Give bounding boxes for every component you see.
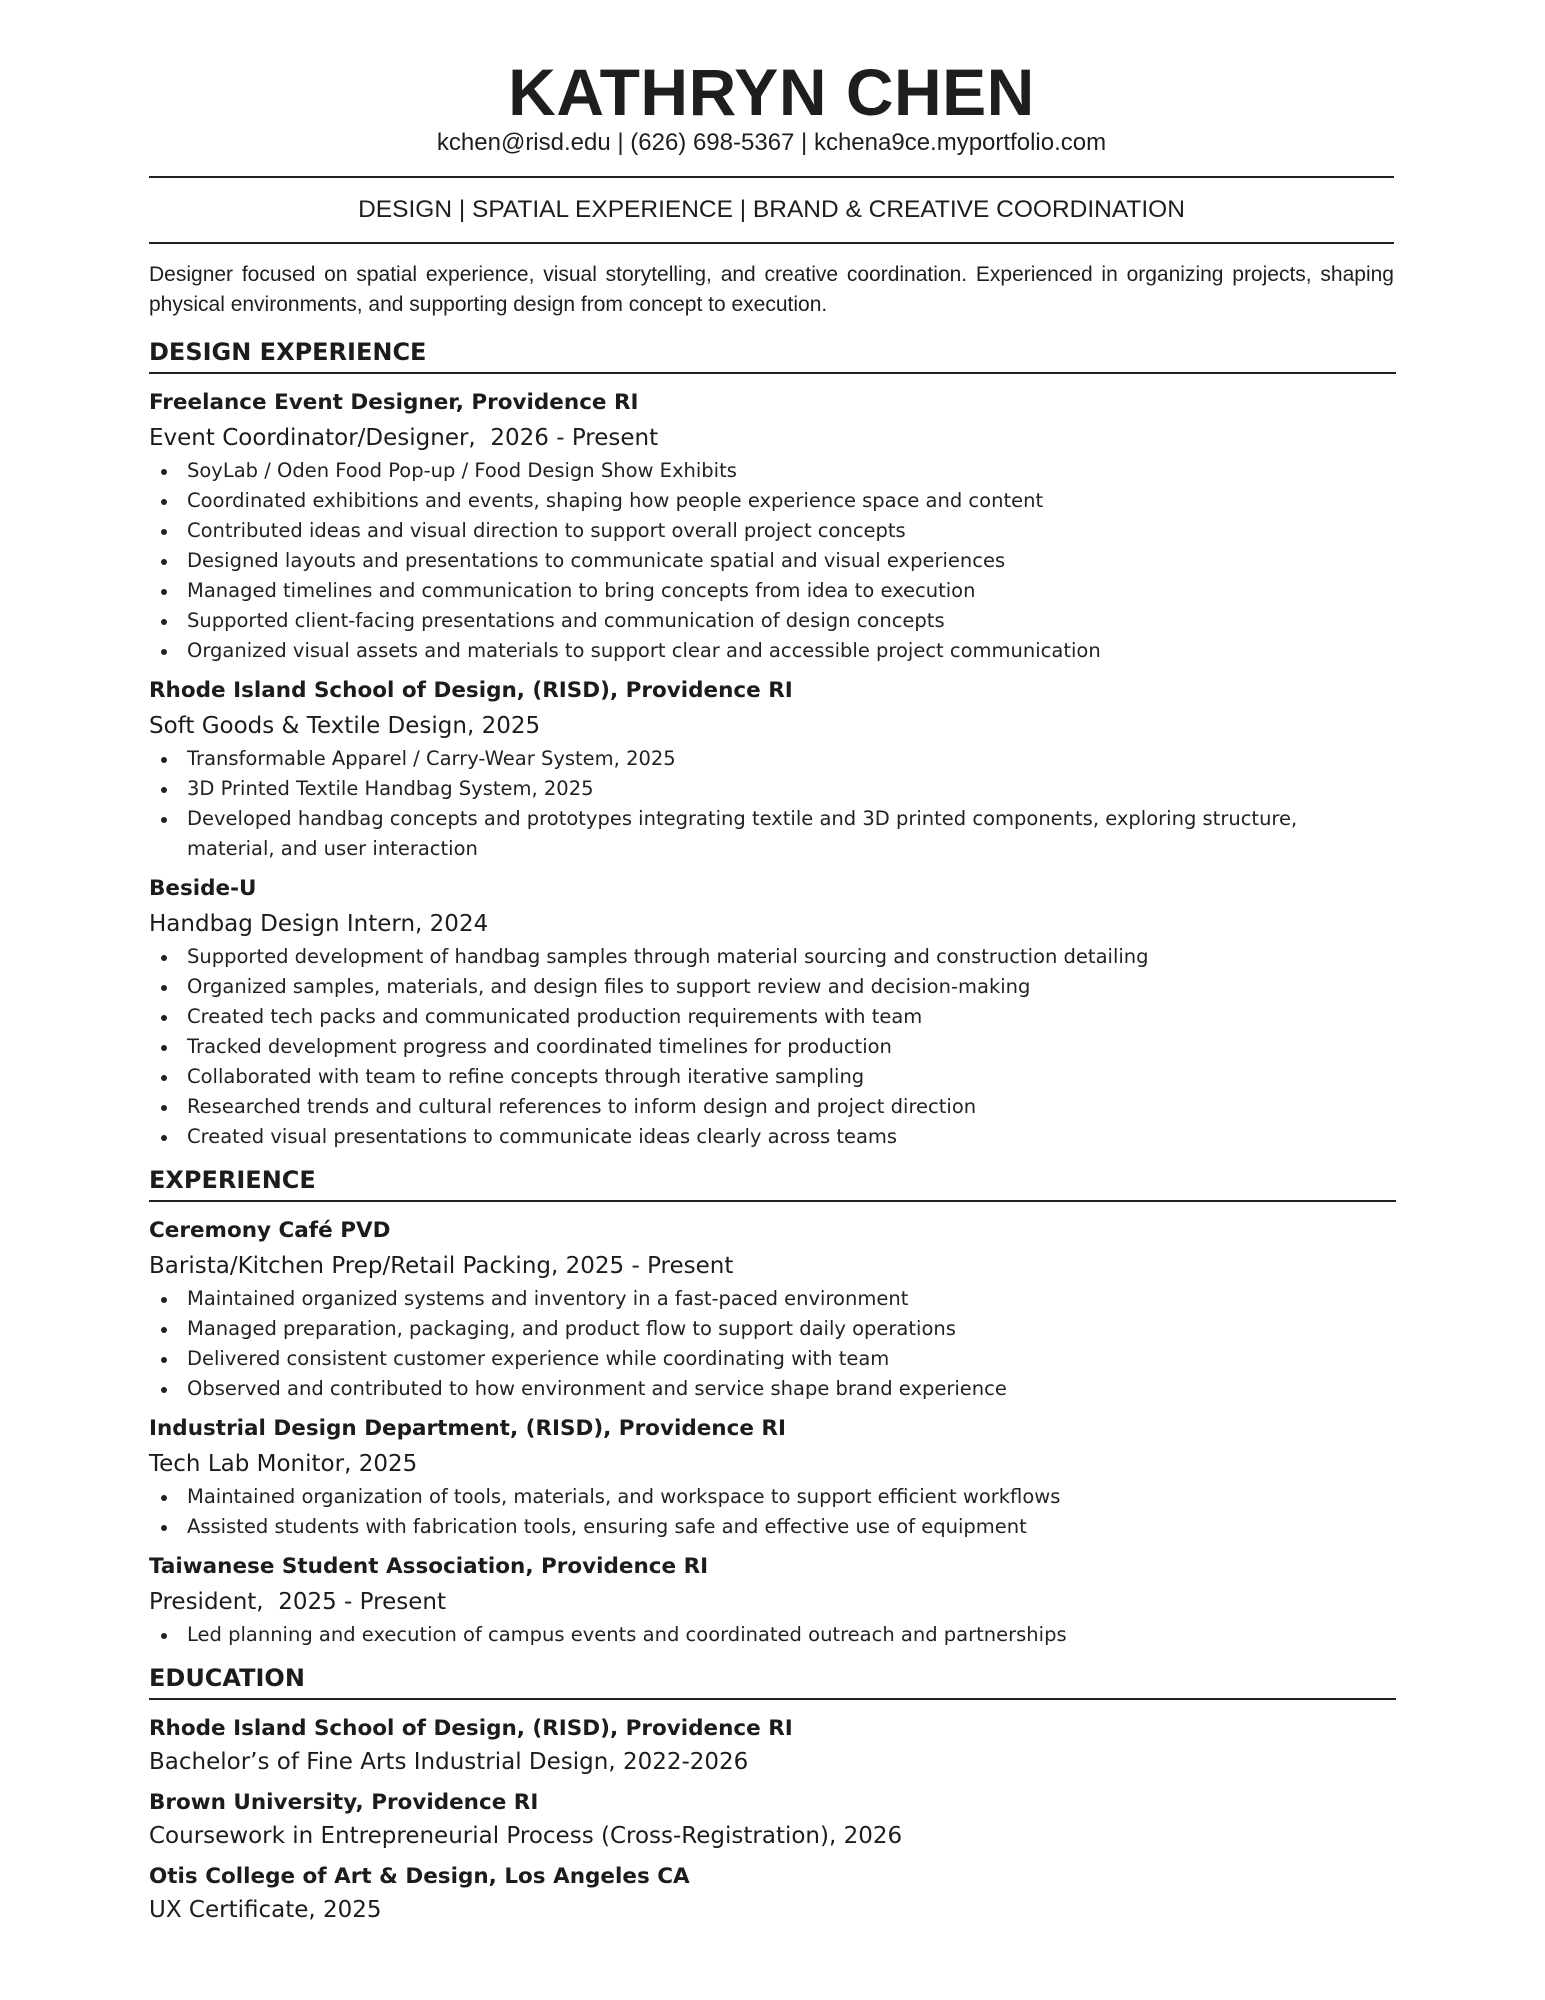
job-organization: Beside-U: [149, 876, 257, 901]
bullet-item: [149, 1374, 1337, 1404]
job-role: Barista/Kitchen Prep/Retail Packing, 2025 - Present: [149, 1253, 734, 1279]
bullet-text: Researched trends and cultural references to inform design and project direction: [187, 1095, 977, 1118]
bullet-dot-icon: [161, 1297, 167, 1303]
job-role: President, 2025 - Present: [149, 1589, 446, 1615]
school-name: Rhode Island School of Design, (RISD), Providence RI: [149, 1716, 793, 1741]
header-divider-bottom: [149, 242, 1394, 244]
bullet-item: [149, 606, 1337, 636]
bullet-dot-icon: [161, 1105, 167, 1111]
header-divider-top: [149, 176, 1394, 178]
bullet-text: Assisted students with fabrication tools, ensuring safe and effective use of equipment: [187, 1515, 1027, 1538]
bullet-text: Organized samples, materials, and design files to support review and decision-making: [187, 975, 1031, 998]
section-divider: [149, 372, 1396, 374]
bullet-text: Collaborated with team to refine concepts through iterative sampling: [187, 1065, 865, 1088]
section-experience: [149, 1162, 1399, 1650]
bullet-dot-icon: [161, 649, 167, 655]
bullet-text: Supported client-facing presentations and communication of design concepts: [187, 609, 945, 632]
bullet-dot-icon: [161, 559, 167, 565]
job-entry: [149, 388, 1399, 666]
bullet-item: [149, 774, 1337, 804]
bullet-text: Maintained organized systems and inventory in a fast-paced environment: [187, 1287, 909, 1310]
job-role: Soft Goods & Textile Design, 2025: [149, 713, 541, 739]
job-bullets: [149, 456, 1399, 666]
education-entry: [149, 1862, 1399, 1928]
degree-detail: Bachelor’s of Fine Arts Industrial Design, 2022-2026: [149, 1749, 749, 1775]
bullet-text: Maintained organization of tools, materials, and workspace to support efficient workflows: [187, 1485, 1061, 1508]
summary-paragraph: Designer focused on spatial experience, visual storytelling, and creative coordination. Experienced in organizing projects, shaping physical environments, and supporting design from concept to execution.: [149, 263, 1394, 316]
job-bullets: [149, 744, 1399, 864]
tagline: DESIGN | SPATIAL EXPERIENCE | BRAND & CREATIVE COORDINATION: [358, 196, 1185, 223]
bullet-dot-icon: [161, 1525, 167, 1531]
bullet-item: [149, 1284, 1337, 1314]
bullet-text: Managed timelines and communication to bring concepts from idea to execution: [187, 579, 976, 602]
bullet-text: Organized visual assets and materials to support clear and accessible project communication: [187, 639, 1101, 662]
bullet-dot-icon: [161, 1135, 167, 1141]
bullet-item: [149, 1482, 1337, 1512]
school-name: Otis College of Art & Design, Los Angeles CA: [149, 1864, 690, 1889]
education-entry: [149, 1714, 1399, 1780]
bullet-text: Coordinated exhibitions and events, shaping how people experience space and content: [187, 489, 1044, 512]
bullet-item: [149, 456, 1337, 486]
bullet-dot-icon: [161, 985, 167, 991]
bullet-text: Delivered consistent customer experience while coordinating with team: [187, 1347, 890, 1370]
bullet-text: Managed preparation, packaging, and product flow to support daily operations: [187, 1317, 956, 1340]
job-role: Handbag Design Intern, 2024: [149, 911, 489, 937]
job-role: Event Coordinator/Designer, 2026 - Present: [149, 425, 659, 451]
bullet-text: Tracked development progress and coordinated timelines for production: [187, 1035, 892, 1058]
bullet-item: [149, 744, 1337, 774]
bullet-dot-icon: [161, 619, 167, 625]
bullet-dot-icon: [161, 589, 167, 595]
degree-detail: UX Certificate, 2025: [149, 1897, 382, 1923]
bullet-text: Observed and contributed to how environment and service shape brand experience: [187, 1377, 1007, 1400]
bullet-item: [149, 942, 1337, 972]
school-name: Brown University, Providence RI: [149, 1790, 539, 1815]
bullet-dot-icon: [161, 1357, 167, 1363]
bullet-dot-icon: [161, 1045, 167, 1051]
education-entry: [149, 1788, 1399, 1854]
bullet-item: [149, 1512, 1337, 1542]
bullet-dot-icon: [161, 757, 167, 763]
bullet-item: [149, 1062, 1337, 1092]
bullet-dot-icon: [161, 1015, 167, 1021]
bullet-text: Developed handbag concepts and prototypes integrating textile and 3D printed components, exploring structure, material, and user interaction: [187, 807, 1298, 860]
bullet-item: [149, 1032, 1337, 1062]
job-bullets: [149, 1620, 1399, 1650]
job-role: Tech Lab Monitor, 2025: [149, 1451, 418, 1477]
job-entry: [149, 874, 1399, 1152]
job-entry: [149, 1216, 1399, 1404]
section-education: [149, 1660, 1399, 1928]
candidate-name: KATHRYN CHEN: [508, 55, 1035, 129]
section-title: EDUCATION: [149, 1664, 305, 1692]
section-design-experience: [149, 334, 1399, 1152]
job-organization: Ceremony Café PVD: [149, 1218, 391, 1243]
bullet-item: [149, 804, 1337, 864]
job-organization: Rhode Island School of Design, (RISD), Providence RI: [149, 678, 793, 703]
section-divider: [149, 1698, 1396, 1700]
bullet-text: 3D Printed Textile Handbag System, 2025: [187, 777, 594, 800]
bullet-dot-icon: [161, 529, 167, 535]
bullet-text: Supported development of handbag samples through material sourcing and construction detailing: [187, 945, 1149, 968]
bullet-dot-icon: [161, 1387, 167, 1393]
bullet-dot-icon: [161, 955, 167, 961]
bullet-text: SoyLab / Oden Food Pop-up / Food Design Show Exhibits: [187, 459, 737, 482]
job-bullets: [149, 942, 1399, 1152]
bullet-dot-icon: [161, 787, 167, 793]
bullet-dot-icon: [161, 1075, 167, 1081]
bullet-item: [149, 1002, 1337, 1032]
job-entry: [149, 676, 1399, 864]
job-bullets: [149, 1284, 1399, 1404]
bullet-dot-icon: [161, 1327, 167, 1333]
bullet-text: Contributed ideas and visual direction to support overall project concepts: [187, 519, 906, 542]
degree-detail: Coursework in Entrepreneurial Process (Cross-Registration), 2026: [149, 1823, 903, 1849]
bullet-item: [149, 516, 1337, 546]
job-organization: Freelance Event Designer, Providence RI: [149, 390, 639, 415]
job-organization: Industrial Design Department, (RISD), Providence RI: [149, 1416, 786, 1441]
bullet-item: [149, 576, 1337, 606]
bullet-item: [149, 1314, 1337, 1344]
bullet-text: Created tech packs and communicated production requirements with team: [187, 1005, 923, 1028]
job-bullets: [149, 1482, 1399, 1542]
resume-body: [149, 334, 1399, 1936]
bullet-text: Designed layouts and presentations to communicate spatial and visual experiences: [187, 549, 1006, 572]
bullet-dot-icon: [161, 817, 167, 823]
contact-line: kchen@risd.edu | (626) 698-5367 | kchena9ce.myportfolio.com: [436, 129, 1107, 156]
job-organization: Taiwanese Student Association, Providence RI: [149, 1554, 709, 1579]
bullet-dot-icon: [161, 1633, 167, 1639]
bullet-dot-icon: [161, 1495, 167, 1501]
bullet-item: [149, 972, 1337, 1002]
bullet-item: [149, 1620, 1337, 1650]
section-divider: [149, 1200, 1396, 1202]
job-entry: [149, 1552, 1399, 1650]
bullet-item: [149, 1344, 1337, 1374]
bullet-item: [149, 546, 1337, 576]
bullet-text: Led planning and execution of campus events and coordinated outreach and partnerships: [187, 1623, 1067, 1646]
bullet-item: [149, 1122, 1337, 1152]
job-entry: [149, 1414, 1399, 1542]
bullet-dot-icon: [161, 469, 167, 475]
bullet-item: [149, 636, 1337, 666]
section-title: EXPERIENCE: [149, 1166, 316, 1194]
bullet-item: [149, 1092, 1337, 1122]
section-title: DESIGN EXPERIENCE: [149, 338, 427, 366]
bullet-dot-icon: [161, 499, 167, 505]
bullet-text: Transformable Apparel / Carry-Wear System, 2025: [187, 747, 676, 770]
bullet-item: [149, 486, 1337, 516]
bullet-text: Created visual presentations to communicate ideas clearly across teams: [187, 1125, 898, 1148]
